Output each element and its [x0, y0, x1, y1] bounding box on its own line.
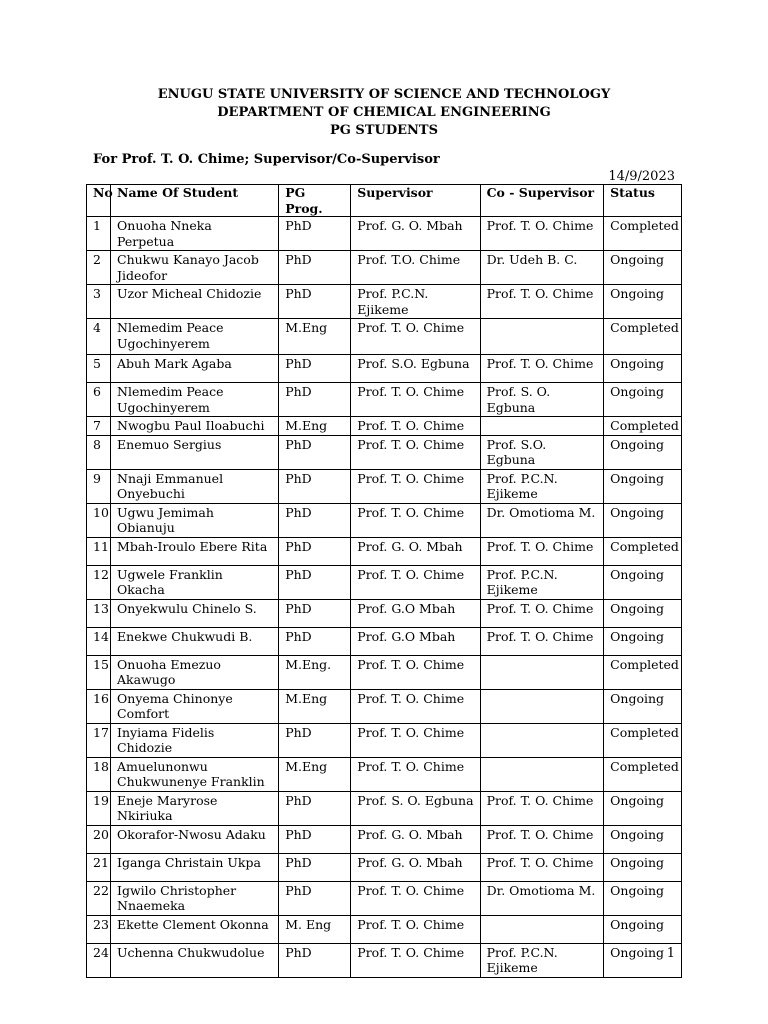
- cell-program: M.Eng: [279, 319, 351, 355]
- cell-no: 20: [87, 825, 111, 853]
- cell-student-name: Uzor Micheal Chidozie: [111, 285, 279, 319]
- cell-student-name: Onyekwulu Chinelo S.: [111, 599, 279, 627]
- cell-status: Ongoing: [604, 383, 682, 417]
- cell-student-name: Ugwu Jemimah Obianuju: [111, 503, 279, 537]
- cell-status: Ongoing: [604, 503, 682, 537]
- cell-supervisor: Prof. T. O. Chime: [351, 943, 480, 977]
- column-header-status: Status: [604, 185, 682, 217]
- document-subtitle: PG STUDENTS: [330, 123, 438, 138]
- cell-program: PhD: [279, 251, 351, 285]
- cell-co-supervisor: Prof. T. O. Chime: [480, 825, 604, 853]
- cell-co-supervisor: Prof. S. O. Egbuna: [480, 383, 604, 417]
- table-row: [87, 689, 682, 723]
- cell-status: Completed: [604, 217, 682, 251]
- cell-program: PhD: [279, 383, 351, 417]
- cell-co-supervisor: Prof. T. O. Chime: [480, 217, 604, 251]
- cell-no: 17: [87, 723, 111, 757]
- cell-status: Completed: [604, 319, 682, 355]
- cell-no: 14: [87, 627, 111, 655]
- cell-program: PhD: [279, 599, 351, 627]
- cell-status: Ongoing: [604, 791, 682, 825]
- table-row: [87, 251, 682, 285]
- table-body: [87, 217, 682, 978]
- cell-student-name: Uchenna Chukwudolue: [111, 943, 279, 977]
- cell-program: PhD: [279, 565, 351, 599]
- document-date: 14/9/2023: [608, 169, 675, 184]
- department-title: DEPARTMENT OF CHEMICAL ENGINEERING: [217, 105, 551, 120]
- cell-program: PhD: [279, 825, 351, 853]
- cell-program: M.Eng: [279, 689, 351, 723]
- table-row: [87, 469, 682, 503]
- cell-program: PhD: [279, 435, 351, 469]
- cell-student-name: Amuelunonwu Chukwunenye Franklin: [111, 757, 279, 791]
- cell-co-supervisor: Prof. T. O. Chime: [480, 853, 604, 881]
- cell-supervisor: Prof. T. O. Chime: [351, 417, 480, 436]
- cell-program: PhD: [279, 503, 351, 537]
- cell-co-supervisor: Dr. Omotioma M.: [480, 503, 604, 537]
- cell-supervisor: Prof. T. O. Chime: [351, 469, 480, 503]
- cell-no: 2: [87, 251, 111, 285]
- cell-supervisor: Prof. T. O. Chime: [351, 915, 480, 943]
- cell-no: 16: [87, 689, 111, 723]
- cell-co-supervisor: Dr. Omotioma M.: [480, 881, 604, 915]
- cell-supervisor: Prof. T. O. Chime: [351, 881, 480, 915]
- cell-student-name: Ugwele Franklin Okacha: [111, 565, 279, 599]
- table-row: [87, 825, 682, 853]
- cell-status: Completed: [604, 757, 682, 791]
- cell-student-name: Nwogbu Paul Iloabuchi: [111, 417, 279, 436]
- cell-student-name: Iganga Christain Ukpa: [111, 853, 279, 881]
- cell-supervisor: Prof. T. O. Chime: [351, 723, 480, 757]
- table-row: [87, 853, 682, 881]
- cell-no: 6: [87, 383, 111, 417]
- cell-no: 18: [87, 757, 111, 791]
- cell-student-name: Nnaji Emmanuel Onyebuchi: [111, 469, 279, 503]
- cell-co-supervisor: Dr. Udeh B. C.: [480, 251, 604, 285]
- cell-no: 9: [87, 469, 111, 503]
- cell-student-name: Enekwe Chukwudi B.: [111, 627, 279, 655]
- cell-program: PhD: [279, 469, 351, 503]
- cell-status: Completed: [604, 723, 682, 757]
- cell-status: Ongoing: [604, 355, 682, 383]
- cell-student-name: Mbah-Iroulo Ebere Rita: [111, 537, 279, 565]
- cell-student-name: Inyiama Fidelis Chidozie: [111, 723, 279, 757]
- cell-student-name: Eneje Maryrose Nkiriuka: [111, 791, 279, 825]
- cell-student-name: Onuoha Emezuo Akawugo: [111, 655, 279, 689]
- cell-student-name: Igwilo Christopher Nnaemeka: [111, 881, 279, 915]
- cell-program: M. Eng: [279, 915, 351, 943]
- table-row: [87, 565, 682, 599]
- cell-program: M.Eng.: [279, 655, 351, 689]
- cell-student-name: Onyema Chinonye Comfort: [111, 689, 279, 723]
- cell-supervisor: Prof. S. O. Egbuna: [351, 791, 480, 825]
- cell-supervisor: Prof. S.O. Egbuna: [351, 355, 480, 383]
- cell-status: Ongoing: [604, 881, 682, 915]
- cell-no: 21: [87, 853, 111, 881]
- cell-status: Ongoing: [604, 469, 682, 503]
- cell-supervisor: Prof. G. O. Mbah: [351, 853, 480, 881]
- cell-program: PhD: [279, 943, 351, 977]
- cell-student-name: Okorafor-Nwosu Adaku: [111, 825, 279, 853]
- cell-supervisor: Prof. G.O Mbah: [351, 599, 480, 627]
- table-row: [87, 655, 682, 689]
- table-row: [87, 383, 682, 417]
- cell-supervisor: Prof. T. O. Chime: [351, 689, 480, 723]
- cell-no: 10: [87, 503, 111, 537]
- cell-student-name: Nlemedim Peace Ugochinyerem: [111, 319, 279, 355]
- table-row: [87, 217, 682, 251]
- column-header-name: Name Of Student: [111, 185, 279, 217]
- page-number: 1: [666, 946, 675, 961]
- table-row: [87, 355, 682, 383]
- cell-no: 19: [87, 791, 111, 825]
- cell-status: Ongoing: [604, 627, 682, 655]
- cell-student-name: Enemuo Sergius: [111, 435, 279, 469]
- cell-status: Ongoing: [604, 943, 682, 977]
- cell-status: Ongoing: [604, 915, 682, 943]
- cell-supervisor: Prof. T. O. Chime: [351, 655, 480, 689]
- table-row: [87, 791, 682, 825]
- cell-supervisor: Prof. P.C.N. Ejikeme: [351, 285, 480, 319]
- table-row: [87, 537, 682, 565]
- cell-co-supervisor: [480, 757, 604, 791]
- cell-program: PhD: [279, 723, 351, 757]
- table-row: [87, 915, 682, 943]
- cell-program: PhD: [279, 627, 351, 655]
- cell-student-name: Ekette Clement Okonna: [111, 915, 279, 943]
- cell-program: PhD: [279, 881, 351, 915]
- table-row: [87, 723, 682, 757]
- table-row: [87, 757, 682, 791]
- cell-co-supervisor: Prof. P.C.N. Ejikeme: [480, 943, 604, 977]
- cell-status: Completed: [604, 417, 682, 436]
- cell-co-supervisor: Prof. T. O. Chime: [480, 627, 604, 655]
- cell-no: 8: [87, 435, 111, 469]
- cell-student-name: Onuoha Nneka Perpetua: [111, 217, 279, 251]
- cell-supervisor: Prof. T. O. Chime: [351, 565, 480, 599]
- cell-no: 12: [87, 565, 111, 599]
- students-table: [86, 184, 682, 978]
- cell-co-supervisor: Prof. T. O. Chime: [480, 537, 604, 565]
- cell-program: PhD: [279, 285, 351, 319]
- cell-status: Ongoing: [604, 565, 682, 599]
- cell-status: Completed: [604, 537, 682, 565]
- table-row: [87, 417, 682, 436]
- cell-supervisor: Prof. T. O. Chime: [351, 383, 480, 417]
- cell-co-supervisor: Prof. T. O. Chime: [480, 599, 604, 627]
- cell-co-supervisor: [480, 319, 604, 355]
- table-row: [87, 881, 682, 915]
- table-row: [87, 627, 682, 655]
- table-row: [87, 943, 682, 977]
- cell-supervisor: Prof. G. O. Mbah: [351, 537, 480, 565]
- cell-no: 13: [87, 599, 111, 627]
- cell-supervisor: Prof. T. O. Chime: [351, 319, 480, 355]
- cell-co-supervisor: [480, 723, 604, 757]
- column-header-program: PG Prog.: [279, 185, 351, 217]
- cell-supervisor: Prof. T.O. Chime: [351, 251, 480, 285]
- cell-status: Ongoing: [604, 689, 682, 723]
- cell-student-name: Abuh Mark Agaba: [111, 355, 279, 383]
- cell-student-name: Chukwu Kanayo Jacob Jideofor: [111, 251, 279, 285]
- cell-status: Ongoing: [604, 435, 682, 469]
- cell-no: 1: [87, 217, 111, 251]
- cell-program: PhD: [279, 217, 351, 251]
- cell-no: 4: [87, 319, 111, 355]
- cell-program: PhD: [279, 791, 351, 825]
- cell-no: 22: [87, 881, 111, 915]
- cell-no: 24: [87, 943, 111, 977]
- cell-status: Completed: [604, 655, 682, 689]
- column-header-co-supervisor: Co - Supervisor: [480, 185, 604, 217]
- cell-status: Ongoing: [604, 853, 682, 881]
- cell-program: PhD: [279, 537, 351, 565]
- table-header-row: [87, 185, 682, 217]
- cell-supervisor: Prof. G. O. Mbah: [351, 825, 480, 853]
- cell-no: 23: [87, 915, 111, 943]
- cell-status: Ongoing: [604, 251, 682, 285]
- cell-program: PhD: [279, 853, 351, 881]
- table-row: [87, 503, 682, 537]
- table-row: [87, 285, 682, 319]
- cell-no: 15: [87, 655, 111, 689]
- column-header-no: No: [87, 185, 111, 217]
- cell-co-supervisor: [480, 689, 604, 723]
- cell-co-supervisor: Prof. T. O. Chime: [480, 285, 604, 319]
- cell-status: Ongoing: [604, 599, 682, 627]
- cell-program: M.Eng: [279, 757, 351, 791]
- cell-no: 11: [87, 537, 111, 565]
- cell-status: Ongoing: [604, 825, 682, 853]
- cell-supervisor: Prof. G. O. Mbah: [351, 217, 480, 251]
- cell-student-name: Nlemedim Peace Ugochinyerem: [111, 383, 279, 417]
- university-title: ENUGU STATE UNIVERSITY OF SCIENCE AND TECHNOLOGY: [157, 87, 611, 102]
- cell-supervisor: Prof. T. O. Chime: [351, 435, 480, 469]
- cell-co-supervisor: Prof. T. O. Chime: [480, 791, 604, 825]
- cell-co-supervisor: Prof. P.C.N. Ejikeme: [480, 565, 604, 599]
- cell-status: Ongoing: [604, 285, 682, 319]
- cell-co-supervisor: Prof. T. O. Chime: [480, 355, 604, 383]
- cell-no: 3: [87, 285, 111, 319]
- table-row: [87, 435, 682, 469]
- cell-supervisor: Prof. T. O. Chime: [351, 757, 480, 791]
- supervisor-line: For Prof. T. O. Chime; Supervisor/Co-Supervisor: [93, 152, 440, 167]
- cell-co-supervisor: Prof. S.O. Egbuna: [480, 435, 604, 469]
- cell-co-supervisor: [480, 915, 604, 943]
- cell-supervisor: Prof. T. O. Chime: [351, 503, 480, 537]
- cell-supervisor: Prof. G.O Mbah: [351, 627, 480, 655]
- cell-program: PhD: [279, 355, 351, 383]
- column-header-supervisor: Supervisor: [351, 185, 480, 217]
- cell-co-supervisor: Prof. P.C.N. Ejikeme: [480, 469, 604, 503]
- cell-co-supervisor: [480, 417, 604, 436]
- table-row: [87, 319, 682, 355]
- cell-no: 5: [87, 355, 111, 383]
- table-row: [87, 599, 682, 627]
- cell-no: 7: [87, 417, 111, 436]
- cell-co-supervisor: [480, 655, 604, 689]
- cell-program: M.Eng: [279, 417, 351, 436]
